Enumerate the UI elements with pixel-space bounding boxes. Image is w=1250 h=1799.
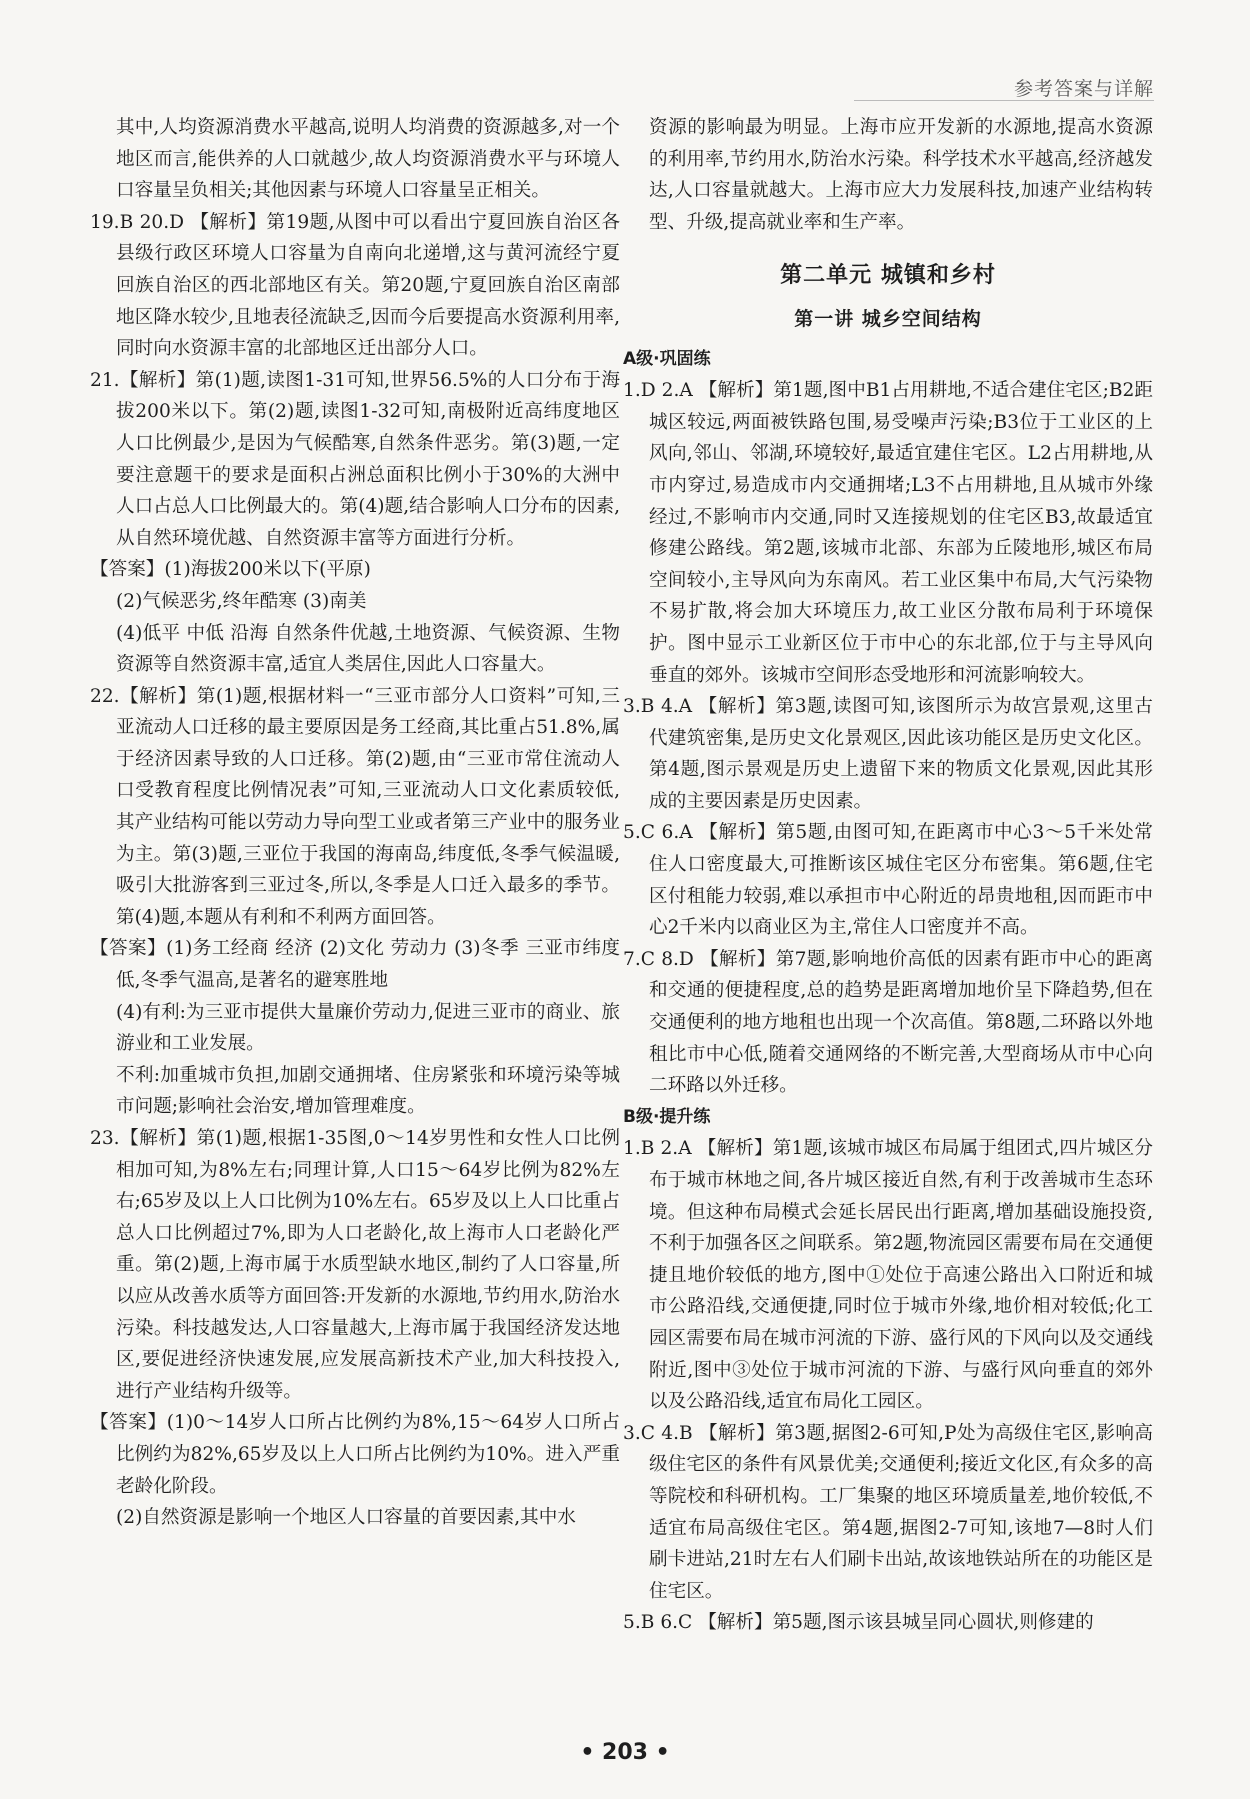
unit-title: 第二单元 城镇和乡村 <box>780 263 996 289</box>
level-b-heading: B级·提升练 <box>623 1106 711 1127</box>
paragraph: (2)自然资源是影响一个地区人口容量的首要因素,其中水 <box>116 1507 576 1529</box>
paragraph: 不利:加重城市负担,加剧交通拥堵、住房紧张和环境污染等城市问题;影响社会治安,增加管理难度。 <box>116 1064 620 1118</box>
answer-item-22: 22.【解析】第(1)题,根据材料一“三亚市部分人口资料”可知,三亚流动人口迁移的最主要原因是务工经商,其比重占51.8%,属于经济因素导致的人口迁移。第(2)题,由“三亚市常住流动人口受教育程度比例情况表”可知,三亚流动人口文化素质较低,其产业结构可能以劳动力导向型工业或者第三产业中的服务业为主。第(3)题,三亚位于我国的海南岛,纬度低,冬季气候温暖,吸引大批游客到三亚过冬,所以,冬季是人口迁入最多的季节。第(4)题,本题从有利和不利两方面回答。 <box>90 685 620 928</box>
paragraph: 资源的影响最为明显。上海市应开发新的水源地,提高水资源的利用率,节约用水,防治水污染。科学技术水平越高,经济越发达,人口容量就越大。上海市应大力发展科技,加速产业结构转型、升级,提高就业率和生产率。 <box>649 117 1153 233</box>
answer-item-19-20: 19.B 20.D 【解析】第19题,从图中可以看出宁夏回族自治区各县级行政区环境人口容量为自南向北递增,这与黄河流经宁夏回族自治区的西北部地区有关。第20题,宁夏回族自治区南部地区降水较少,且地表径流缺乏,因而今后要提高水资源利用率,同时向水资源丰富的北部地区迁出部分人口。 <box>90 211 620 360</box>
paragraph: 其中,人均资源消费水平越高,说明人均消费的资源越多,对一个地区而言,能供养的人口就越少,故人均资源消费水平与环境人口容量呈负相关;其他因素与环境人口容量呈正相关。 <box>116 117 620 202</box>
paragraph: (4)有利:为三亚市提供大量廉价劳动力,促进三亚市的商业、旅游业和工业发展。 <box>116 1001 620 1055</box>
answer-item: 3.C 4.B 【解析】第3题,据图2-6可知,P处为高级住宅区,影响高级住宅区的条件有风景优美;交通便利;接近文化区,有众多的高等院校和科研机构。工厂集聚的地区环境质量差,地价较低,不适宜布局高级住宅区。第4题,据图2-7可知,该地7—8时人们刷卡进站,21时左右人们刷卡出站,故该地铁站所在的功能区是住宅区。 <box>623 1422 1153 1602</box>
paragraph: (2)气候恶劣,终年酷寒 (3)南美 <box>116 590 367 612</box>
running-header: 参考答案与详解 <box>1013 78 1154 100</box>
answer-item-21: 21.【解析】第(1)题,读图1-31可知,世界56.5%的人口分布于海拔200米以下。第(2)题,读图1-32可知,南极附近高纬度地区人口比例最少,是因为气候酷寒,自然条件恶劣。第(3)题,一定要注意题干的要求是面积占洲总面积比例小于30%的大洲中人口占总人口比例最大的。第(4)题,结合影响人口分布的因素,从自然环境优越、自然资源丰富等方面进行分析。 <box>90 369 620 549</box>
right-column <box>623 112 1153 1639</box>
left-column <box>90 112 620 1534</box>
page-number: • 203 • <box>580 1740 670 1765</box>
answer-item: 1.B 2.A 【解析】第1题,该城市城区布局属于组团式,四片城区分布于城市林地之间,各片城区接近自然,有利于改善城市生态环境。但这种布局模式会延长居民出行距离,增加基础设施投资,不利于加强各区之间联系。第2题,物流园区需要布局在交通便捷且地价较低的地方,图中①处位于高速公路出入口附近和城市公路沿线,交通便捷,同时位于城市外缘,地价相对较低;化工园区需要布局在城市河流的下游、盛行风的下风向以及交通线附近,图中③处位于城市河流的下游、与盛行风向垂直的郊外以及公路沿线,适宜布局化工园区。 <box>623 1138 1153 1413</box>
header-rule <box>854 100 1154 101</box>
answer-22-key: 【答案】(1)务工经商 经济 (2)文化 劳动力 (3)冬季 三亚市纬度低,冬季气温高,是著名的避寒胜地 <box>90 938 620 992</box>
answer-23-key: 【答案】(1)0～14岁人口所占比例约为8%,15～64岁人口所占比例约为82%,65岁及以上人口所占比例约为10%。进入严重老龄化阶段。 <box>90 1412 620 1497</box>
answer-item: 5.B 6.C 【解析】第5题,图示该县城呈同心圆状,则修建的 <box>623 1612 1094 1634</box>
paragraph: (4)低平 中低 沿海 自然条件优越,土地资源、气候资源、生物资源等自然资源丰富,适宜人类居住,因此人口容量大。 <box>116 622 620 676</box>
answer-item: 7.C 8.D 【解析】第7题,影响地价高低的因素有距市中心的距离和交通的便捷程度,总的趋势是距离增加地价呈下降趋势,但在交通便利的地方地租也出现一个次高值。第8题,二环路以外地租比市中心低,随着交通网络的不断完善,大型商场从市中心向二环路以外迁移。 <box>623 948 1153 1097</box>
answer-item: 5.C 6.A 【解析】第5题,由图可知,在距离市中心3～5千米处常住人口密度最大,可推断该区城住宅区分布密集。第6题,住宅区付租能力较弱,难以承担市中心附近的昂贵地租,因而距市中心2千米内以商业区为主,常住人口密度并不高。 <box>623 822 1153 939</box>
answer-item: 3.B 4.A 【解析】第3题,读图可知,该图所示为故宫景观,这里古代建筑密集,是历史文化景观区,因此该功能区是历史文化区。第4题,图示景观是历史上遗留下来的物质文化景观,因此其形成的主要因素是历史因素。 <box>623 696 1153 812</box>
answer-item: 1.D 2.A 【解析】第1题,图中B1占用耕地,不适合建住宅区;B2距城区较远,两面被铁路包围,易受噪声污染;B3位于工业区的上风向,邻山、邻湖,环境较好,最适宜建住宅区。L2占用耕地,从市内穿过,易造成市内交通拥堵;L3不占用耕地,且从城市外缘经过,不影响市内交通,同时又连接规划的住宅区B3,故最适宜修建公路线。第2题,该城市北部、东部为丘陵地形,城区布局空间较小,主导风向为东南风。若工业区集中布局,大气污染物不易扩散,将会加大环境压力,故工业区分散布局利于环境保护。图中显示工业新区位于市中心的东北部,位于与主导风向垂直的郊外。该城市空间形态受地形和河流影响较大。 <box>623 380 1153 686</box>
answer-21-key: 【答案】(1)海拔200米以下(平原) <box>90 559 371 581</box>
answer-item-23: 23.【解析】第(1)题,根据1-35图,0～14岁男性和女性人口比例相加可知,为8%左右;同理计算,人口15～64岁比例为82%左右;65岁及以上人口比例为10%左右。65岁及以上人口比重占总人口比例超过7%,即为人口老龄化,故上海市人口老龄化严重。第(2)题,上海市属于水质型缺水地区,制约了人口容量,所以应从改善水质等方面回答:开发新的水源地,节约用水,防治水污染。科技越发达,人口容量越大,上海市属于我国经济发达地区,要促进经济快速发展,应发展高新技术产业,加大科技投入,进行产业结构升级等。 <box>90 1128 620 1402</box>
lecture-title: 第一讲 城乡空间结构 <box>794 307 982 330</box>
level-a-heading: A级·巩固练 <box>623 348 711 369</box>
